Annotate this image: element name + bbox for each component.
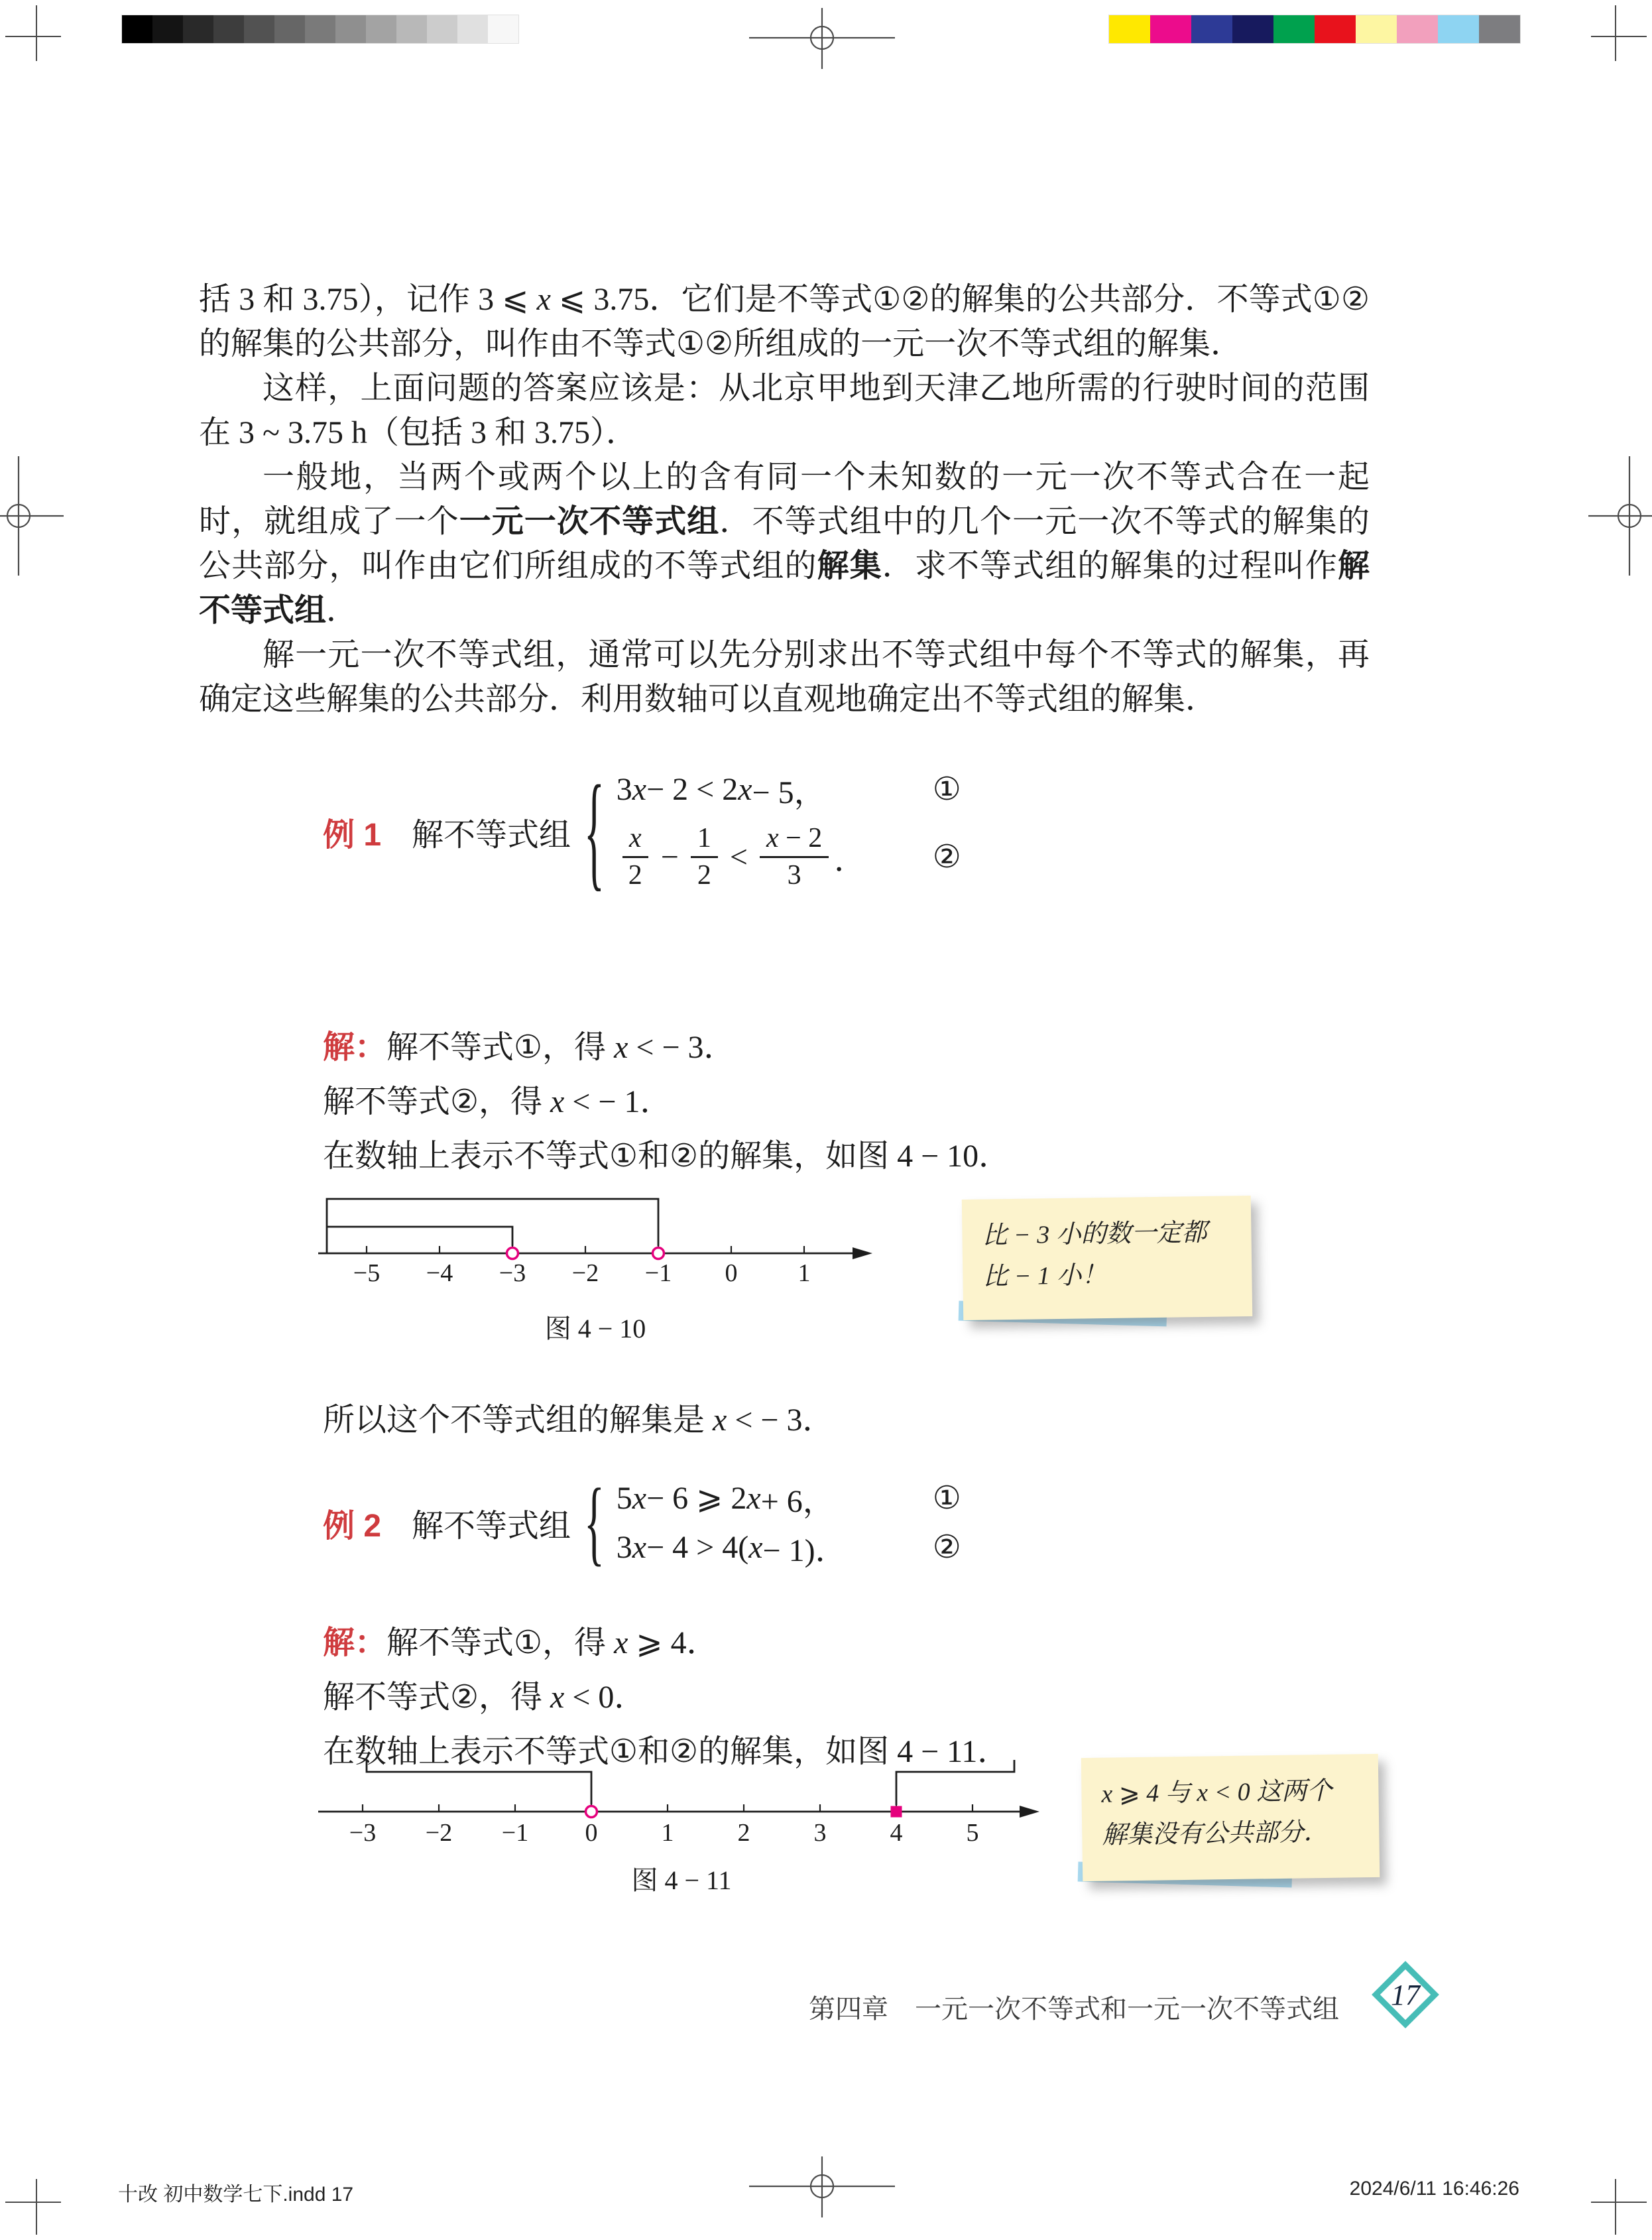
paragraph-1 <box>199 277 1370 366</box>
math-text: − 6 ⩾ 2 <box>646 1481 747 1516</box>
bold-term: 解集 <box>817 548 882 584</box>
solution-text: 解不等式①，得 <box>386 1030 615 1065</box>
sticky-note-1 <box>963 1198 1252 1318</box>
tick-label: −4 <box>426 1259 453 1287</box>
tick-label: 1 <box>797 1259 811 1287</box>
tick-label: 2 <box>737 1819 750 1847</box>
system-brace: { <box>584 759 605 902</box>
math-text: ． <box>834 842 866 878</box>
fraction-numerator: 1 <box>691 821 718 858</box>
fraction-denominator: 3 <box>787 859 801 891</box>
axis-arrowhead <box>1020 1806 1039 1818</box>
tick-label: 3 <box>813 1819 827 1847</box>
math-var-x: x <box>632 771 647 807</box>
math-text: − 5， <box>752 775 826 810</box>
color-swatch <box>1356 15 1397 43</box>
math-var-x: x <box>766 823 779 853</box>
color-swatch <box>335 15 366 43</box>
math-var-x: x <box>632 1529 647 1565</box>
solution-label: 解： <box>323 1030 387 1065</box>
solution-line <box>323 1076 672 1121</box>
sticky-note-2 <box>1082 1756 1379 1879</box>
color-swatch <box>183 15 213 43</box>
fraction-denominator: 2 <box>628 859 642 891</box>
figure-4-10 <box>310 1175 880 1345</box>
page-number-diamond <box>1370 1959 1441 2030</box>
paragraph-1-text: ⩽ 3.75．它们是不等式①②的解集的公共部分．不等式①②的解集的公共部分，叫作由不等式①②所组成的一元一次不等式组的解集． <box>199 282 1370 361</box>
tick-label: 4 <box>890 1819 903 1847</box>
solution-ray-x-lt-0 <box>367 1760 591 1804</box>
color-swatch <box>274 15 305 43</box>
system-brace: { <box>584 1469 605 1575</box>
paragraph-2 <box>199 366 1370 455</box>
math-operator: < <box>729 839 748 875</box>
solution-ray-x-ge-4 <box>896 1760 1014 1805</box>
math-var-x: x <box>738 771 752 807</box>
color-swatch <box>396 15 427 43</box>
paragraph-4 <box>199 633 1370 721</box>
inequality-formula <box>617 1524 847 1570</box>
tick-label: 5 <box>966 1819 979 1847</box>
inequality-formula <box>617 821 866 893</box>
paragraph-3-text: ． <box>326 593 359 628</box>
solution-line <box>323 1671 646 1717</box>
solution-text: 在数轴上表示不等式①和②的解集，如图 4 − 10． <box>323 1139 1011 1174</box>
solution-ray-x-lt-neg3 <box>327 1227 512 1246</box>
crosshair-target-left <box>0 456 66 576</box>
math-var-x: x <box>713 1402 727 1438</box>
tick-label: −5 <box>353 1259 381 1287</box>
crosshair-target-right <box>1586 456 1652 576</box>
closed-square-marker-4 <box>891 1806 902 1818</box>
math-text: 5 <box>616 1480 632 1516</box>
bold-term: 解不等式组 <box>199 548 1370 628</box>
circled-number-1: ① <box>932 772 961 807</box>
math-text: 3 <box>616 1529 632 1565</box>
crop-mark <box>36 5 37 61</box>
note-line: 比 − 3 小的数一定都 <box>982 1218 1207 1250</box>
fraction-numerator: x <box>622 821 648 858</box>
solution-line <box>323 1130 1010 1176</box>
conclusion-line <box>323 1394 834 1440</box>
tick-label: 1 <box>661 1819 674 1847</box>
math-var-x: x <box>536 282 551 317</box>
crop-mark <box>1591 2202 1647 2203</box>
tick-label: −1 <box>644 1259 672 1287</box>
circled-number-2: ② <box>932 840 961 875</box>
tick-label: −1 <box>501 1819 529 1847</box>
solution-text: ⩾ 4． <box>628 1625 719 1660</box>
circled-number-1: ① <box>932 1481 961 1516</box>
color-swatch <box>1315 15 1356 43</box>
example-2-intro: 解不等式组 <box>412 1508 571 1544</box>
paragraph-3-text: ．求不等式组的解集的过程叫作 <box>882 548 1338 584</box>
inequality-formula <box>617 1475 835 1521</box>
paragraph-3-text: ．不等式组中的几个一元一次不等式的解集的公共部分，叫作由它们所组成的不等式组的 <box>199 504 1370 584</box>
open-circle-marker-0 <box>586 1806 597 1818</box>
fraction-numerator <box>760 821 829 858</box>
open-circle-marker-neg1 <box>653 1248 664 1259</box>
color-swatch <box>1273 15 1315 43</box>
system-row-2 <box>617 814 961 899</box>
math-text: − 1)． <box>762 1532 847 1568</box>
color-swatch <box>305 15 335 43</box>
solution-line <box>323 1617 719 1662</box>
paragraph-4-text: 解一元一次不等式组，通常可以先分别求出不等式组中每个不等式的解集，再确定这些解集的公共部分．利用数轴可以直观地确定出不等式组的解集． <box>199 637 1370 717</box>
solution-text: 解不等式②，得 <box>323 1680 551 1715</box>
crosshair-target-bottom <box>749 2156 895 2217</box>
conclusion-text: 所以这个不等式组的解集是 <box>323 1402 713 1438</box>
circled-number-2: ② <box>932 1530 961 1565</box>
tick-label: −2 <box>571 1259 599 1287</box>
example-2-block <box>323 1469 961 1575</box>
math-var-x: x <box>614 1625 628 1660</box>
example-1-block <box>323 759 961 902</box>
grayscale-calibration-bar <box>121 15 519 44</box>
crop-mark <box>1615 2179 1616 2235</box>
fraction <box>622 821 649 893</box>
paragraph-1-text: 括 3 和 3.75），记作 3 ⩽ <box>199 282 537 317</box>
color-swatch <box>1479 15 1520 43</box>
solution-text: < 0． <box>564 1680 646 1715</box>
number-line-4-10 <box>310 1175 880 1298</box>
note-line: x ⩾ 4 与 x < 0 这两个 <box>1101 1776 1332 1808</box>
paragraph-2-text: 这样，上面问题的答案应该是：从北京甲地到天津乙地所需的行驶时间的范围在 3 ~ 3.75 h（包括 3 和 3.75）． <box>199 371 1370 450</box>
color-calibration-bar <box>1108 15 1521 44</box>
crop-mark <box>5 36 61 37</box>
color-swatch <box>1397 15 1438 43</box>
print-info-left: 十改 初中数学七下.indd 17 <box>118 2184 354 2206</box>
color-swatch <box>488 15 518 43</box>
crop-mark <box>1615 5 1616 61</box>
math-var-x: x <box>748 1529 763 1565</box>
figure-caption: 图 4 − 10 <box>544 1314 646 1343</box>
bold-term: 一元一次不等式组 <box>459 504 720 539</box>
solution-line <box>323 1021 736 1067</box>
crop-mark <box>1591 36 1647 37</box>
solution-text: 在数轴上表示不等式①和②的解集，如图 4 − 11． <box>323 1734 1010 1769</box>
math-text: − 4 > 4( <box>646 1529 749 1565</box>
tick-label: 0 <box>725 1259 738 1287</box>
tick-label: −3 <box>499 1259 526 1287</box>
solution-text: 解不等式①，得 <box>386 1625 615 1660</box>
math-text: 3 <box>616 771 632 807</box>
fraction <box>760 821 829 893</box>
figure-4-11 <box>310 1747 1053 1897</box>
color-swatch <box>122 15 152 43</box>
tick-label: −2 <box>425 1819 453 1847</box>
note-line: 解集没有公共部分． <box>1102 1818 1329 1849</box>
inequality-system <box>617 1473 961 1572</box>
fraction <box>691 821 718 893</box>
crosshair-target-top <box>749 8 895 69</box>
solution-text: 解不等式②，得 <box>323 1084 551 1119</box>
crop-mark <box>36 2179 37 2235</box>
math-var-x: x <box>550 1680 565 1715</box>
paragraph-3 <box>199 455 1370 633</box>
color-swatch <box>152 15 183 43</box>
print-info-right: 2024/6/11 16:46:26 <box>1349 2178 1519 2200</box>
system-row-1 <box>617 1473 961 1523</box>
math-var-x: x <box>746 1480 761 1516</box>
math-var-x: x <box>614 1030 628 1065</box>
paragraph-3-text: 一般地，当两个或两个以上的含有同一个未知数的一元一次不等式合在一起时，就组成了一个 <box>199 460 1370 539</box>
color-swatch <box>213 15 244 43</box>
fraction-denominator: 2 <box>697 859 711 891</box>
solution-text: < − 1． <box>564 1084 672 1119</box>
color-swatch <box>427 15 457 43</box>
system-row-1 <box>617 764 961 814</box>
tick-label: −3 <box>349 1819 377 1847</box>
footer-chapter-title: 第四章 一元一次不等式和一元一次不等式组 <box>809 1995 1339 2024</box>
math-text: − 2 <box>778 823 823 853</box>
inequality-formula <box>617 767 826 812</box>
color-swatch <box>1150 15 1191 43</box>
solution-text: < − 3． <box>628 1030 736 1065</box>
example-1-intro: 解不等式组 <box>412 817 571 853</box>
example-1-label: 例 1 <box>323 817 382 853</box>
math-text: + 6， <box>760 1483 835 1519</box>
conclusion-text: < − 3． <box>727 1402 835 1438</box>
note-body <box>962 1196 1252 1320</box>
color-swatch <box>1232 15 1273 43</box>
color-swatch <box>366 15 396 43</box>
solution-label: 解： <box>323 1625 387 1660</box>
body-text <box>199 277 1370 721</box>
axis-arrowhead <box>853 1247 872 1259</box>
color-swatch <box>1438 15 1479 43</box>
math-var-x: x <box>550 1084 565 1119</box>
figure-caption: 图 4 − 11 <box>631 1865 732 1895</box>
tick-label: 0 <box>585 1819 598 1847</box>
color-swatch <box>244 15 274 43</box>
math-text: − 2 < 2 <box>646 771 738 807</box>
page-number: 17 <box>1391 1978 1420 2011</box>
color-swatch <box>457 15 488 43</box>
system-row-2 <box>617 1523 961 1572</box>
number-line-4-11 <box>310 1747 1053 1849</box>
math-var-x: x <box>632 1480 647 1516</box>
note-line: 比 − 1 小！ <box>982 1261 1107 1291</box>
open-circle-marker-neg3 <box>507 1248 518 1259</box>
crop-mark <box>5 2202 61 2203</box>
color-swatch <box>1191 15 1232 43</box>
example-2-label: 例 2 <box>323 1508 382 1544</box>
math-operator: − <box>660 839 679 875</box>
color-swatch <box>1109 15 1150 43</box>
inequality-system <box>617 764 961 899</box>
note-body <box>1081 1754 1380 1881</box>
